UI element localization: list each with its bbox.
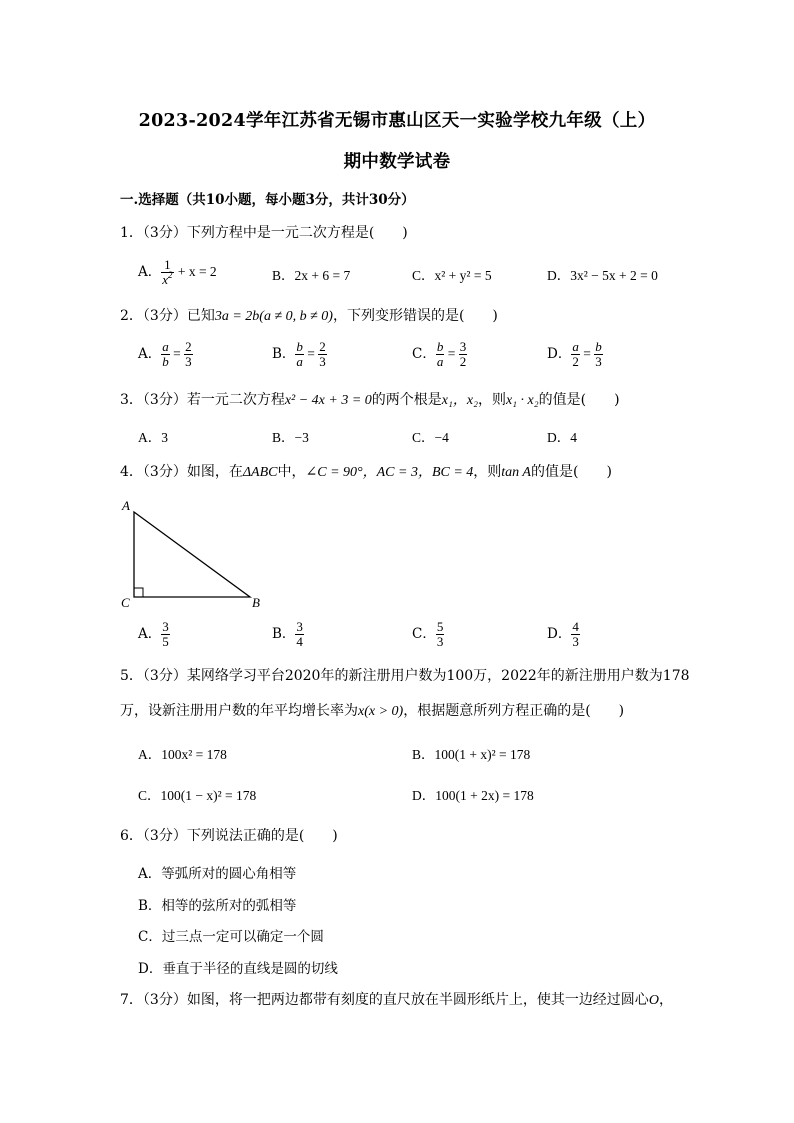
question-3-stem: 3．（3分）若一元二次方程x² − 4x + 3 = 0的两个根是x₁，x₂，则x₁ · x₂的值是( ) — [120, 392, 620, 408]
q2-option-b[interactable]: B． $\frac{b}{a}$ = $\frac{2}{3}$ — [272, 339, 326, 369]
q6-option-b[interactable]: B．相等的弦所对的弧相等 — [138, 898, 297, 914]
q1-option-a[interactable]: A． $\frac{1}{x^2}$ + x = 2 — [138, 257, 217, 287]
q5-option-b[interactable]: B．100(1 + x)² = 178 — [412, 747, 531, 762]
q1-option-b[interactable]: B．2x + 6 = 7 — [272, 268, 351, 283]
q3-option-b[interactable]: B．−3 — [272, 430, 309, 445]
right-angle-mark — [134, 588, 143, 597]
q6-option-c[interactable]: C．过三点一定可以确定一个圆 — [138, 929, 324, 945]
q3-option-d[interactable]: D．4 — [547, 430, 577, 445]
q5-option-c[interactable]: C．100(1 − x)² = 178 — [138, 788, 257, 803]
q2-option-d[interactable]: D． $\frac{a}{2}$ = $\frac{b}{3}$ — [547, 339, 602, 369]
q1-option-c[interactable]: C．x² + y² = 5 — [412, 268, 492, 283]
vertex-label-a: A — [122, 498, 130, 513]
q3-option-c[interactable]: C．−4 — [412, 430, 449, 445]
question-2-stem: 2．（3分）已知3a = 2b(a ≠ 0, b ≠ 0)，下列变形错误的是( ) — [120, 308, 498, 324]
q6-option-d[interactable]: D．垂直于半径的直线是圆的切线 — [138, 961, 338, 977]
question-6-stem: 6．（3分）下列说法正确的是( ) — [120, 828, 338, 844]
exam-title-line2: 期中数学试卷 — [343, 152, 451, 172]
q4-option-b[interactable]: B． $\frac{3}{4}$ — [272, 619, 303, 649]
question-7-stem: 7．（3分）如图，将一把两边都带有刻度的直尺放在半圆形纸片上，使其一边经过圆心O， — [120, 992, 673, 1008]
q4-option-d[interactable]: D． $\frac{4}{3}$ — [547, 619, 579, 649]
q1-option-d[interactable]: D．3x² − 5x + 2 = 0 — [547, 268, 658, 283]
q3-option-a[interactable]: A．3 — [138, 430, 168, 445]
q4-option-a[interactable]: A． $\frac{3}{5}$ — [138, 619, 169, 649]
question-1-stem: 1．（3分）下列方程中是一元二次方程是( ) — [120, 225, 408, 241]
q6-option-a[interactable]: A．等弧所对的圆心角相等 — [138, 866, 297, 882]
question-5-stem-line1: 5．（3分）某网络学习平台2020年的新注册用户数为100万，2022年的新注册用户数为178 — [120, 668, 690, 684]
triangle-abc — [134, 512, 250, 597]
question-5-stem-line2: 万，设新注册用户数的年平均增长率为x(x > 0)，根据题意所列方程正确的是( ) — [120, 703, 625, 719]
question-4-stem: 4．（3分）如图，在ΔABC中，∠C = 90°，AC = 3，BC = 4，则tan A的值是( ) — [120, 464, 612, 480]
q2-option-c[interactable]: C． $\frac{b}{a}$ = $\frac{3}{2}$ — [412, 339, 467, 369]
q5-option-a[interactable]: A．100x² = 178 — [138, 747, 227, 762]
q5-option-d[interactable]: D．100(1 + 2x) = 178 — [412, 788, 534, 803]
vertex-label-b: B — [252, 595, 260, 610]
section-header: 一.选择题（共10小题，每小题3分，共计30分） — [120, 192, 415, 208]
exam-title-line1: 2023-2024学年江苏省无锡市惠山区天一实验学校九年级（上） — [138, 111, 656, 131]
q2-option-a[interactable]: A． $\frac{a}{b}$ = $\frac{2}{3}$ — [138, 339, 192, 369]
right-triangle-figure — [115, 495, 275, 615]
vertex-label-c: C — [121, 595, 130, 610]
q4-option-c[interactable]: C． $\frac{5}{3}$ — [412, 619, 444, 649]
